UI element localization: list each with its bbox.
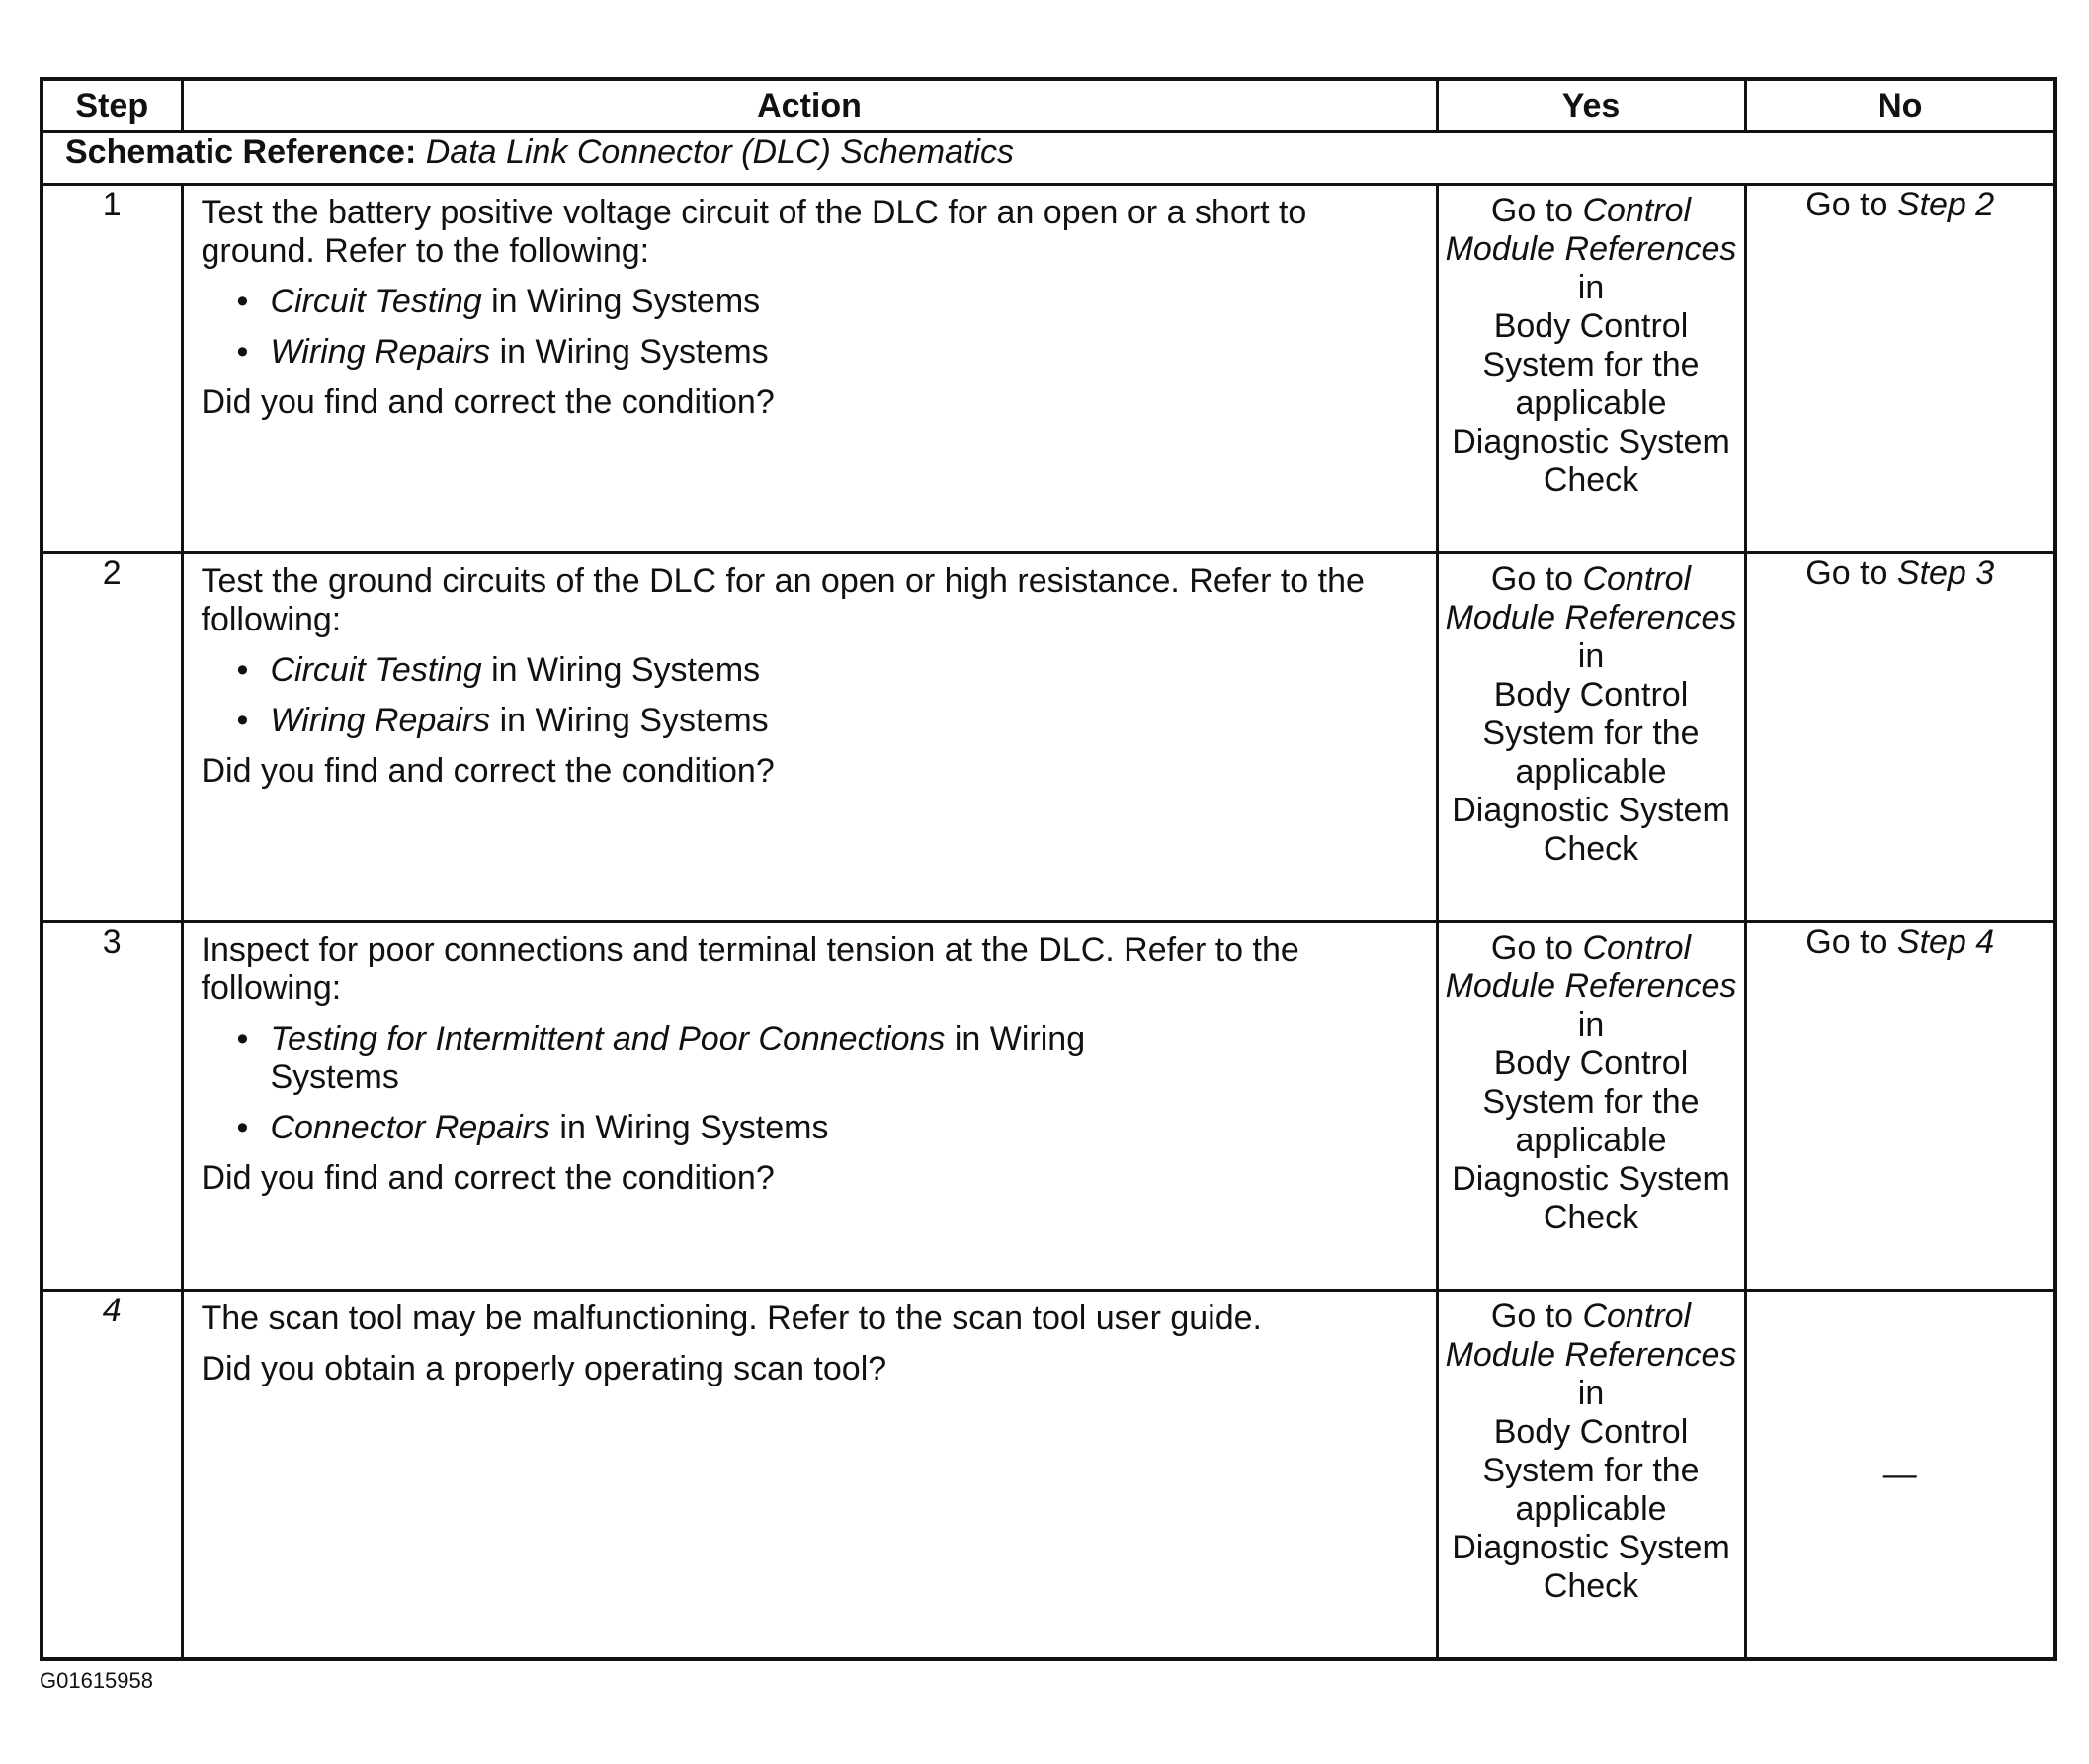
reference-link: Wiring Repairs — [270, 333, 491, 371]
list-item — [202, 1020, 1160, 1097]
table-row-step-3 — [42, 922, 2055, 1291]
action-cell — [182, 1291, 1437, 1660]
action-cell — [182, 553, 1437, 922]
action-intro: Test the battery positive voltage circuit of the DLC for an open or a short to ground. Refer to the following: — [201, 194, 1307, 270]
list-item — [202, 702, 1420, 740]
yes-in: in — [1577, 269, 1605, 306]
bullet-icon: • — [236, 651, 249, 689]
bullet-icon: • — [236, 333, 249, 371]
action-intro: Test the ground circuits of the DLC for an open or high resistance. Refer to the following: — [201, 562, 1365, 638]
reference-link: Circuit Testing — [270, 283, 482, 320]
bullet-icon: • — [236, 702, 249, 739]
schematic-reference-link: Data Link Connector (DLC) Schematics — [425, 133, 1014, 171]
yes-prefix: Go to — [1490, 929, 1583, 966]
list-item — [202, 283, 1420, 321]
yes-prefix: Go to — [1490, 1298, 1583, 1335]
action-question: Did you obtain a properly operating scan tool? — [201, 1350, 887, 1387]
action-cell — [182, 922, 1437, 1291]
no-cell — [1745, 922, 2055, 1291]
reference-link: Testing for Intermittent and Poor Connections — [270, 1020, 946, 1057]
yes-suffix: Body Control System for the applicable Diagnostic System Check — [1452, 1413, 1730, 1605]
action-intro: The scan tool may be malfunctioning. Refer to the scan tool user guide. — [201, 1300, 1262, 1337]
step-number: 3 — [42, 922, 182, 1291]
no-step-reference: Step 3 — [1896, 554, 1995, 592]
figure-id: G01615958 — [40, 1668, 153, 1693]
no-prefix: Go to — [1805, 554, 1897, 592]
no-cell — [1745, 1291, 2055, 1660]
yes-cell — [1437, 185, 1745, 553]
list-item — [202, 333, 1420, 372]
no-step-reference: Step 2 — [1896, 186, 1995, 223]
yes-prefix: Go to — [1490, 560, 1583, 598]
reference-list — [202, 1020, 1420, 1147]
reference-link: Connector Repairs — [270, 1109, 550, 1146]
no-cell — [1745, 185, 2055, 553]
header-no: No — [1745, 79, 2055, 132]
yes-cell — [1437, 1291, 1745, 1660]
header-step: Step — [42, 79, 182, 132]
list-item — [202, 1109, 1420, 1147]
diagnostic-table-container — [40, 77, 2053, 1661]
no-dash: — — [1882, 1455, 1917, 1493]
reference-link: Circuit Testing — [270, 651, 482, 689]
reference-list — [202, 283, 1420, 372]
yes-reference: Control Module References — [1445, 192, 1737, 268]
reference-location: in Wiring Systems — [481, 651, 761, 689]
yes-cell — [1437, 922, 1745, 1291]
yes-reference: Control Module References — [1445, 560, 1737, 636]
table-row-step-1 — [42, 185, 2055, 553]
bullet-icon: • — [236, 1020, 249, 1057]
schematic-reference-row — [42, 132, 2055, 185]
yes-prefix: Go to — [1490, 192, 1583, 229]
yes-reference: Control Module References — [1445, 929, 1737, 1005]
schematic-reference-label: Schematic Reference: — [65, 133, 417, 171]
list-item — [202, 651, 1420, 690]
reference-list — [202, 651, 1420, 740]
yes-in: in — [1577, 637, 1605, 675]
yes-in: in — [1577, 1375, 1605, 1412]
reference-location: in Wiring Systems — [270, 1020, 1086, 1096]
table-row-step-4 — [42, 1291, 2055, 1660]
action-intro: Inspect for poor connections and terminal tension at the DLC. Refer to the following: — [201, 931, 1299, 1007]
header-row — [42, 79, 2055, 132]
reference-location: in Wiring Systems — [490, 333, 769, 371]
no-step-reference: Step 4 — [1896, 923, 1995, 961]
action-question: Did you find and correct the condition? — [201, 1159, 775, 1197]
action-cell — [182, 185, 1437, 553]
action-question: Did you find and correct the condition? — [201, 383, 775, 421]
step-number: 4 — [42, 1291, 182, 1660]
reference-location: in Wiring Systems — [490, 702, 769, 739]
no-prefix: Go to — [1805, 923, 1897, 961]
step-number: 1 — [42, 185, 182, 553]
yes-suffix: Body Control System for the applicable Diagnostic System Check — [1452, 676, 1730, 868]
yes-suffix: Body Control System for the applicable Diagnostic System Check — [1452, 1045, 1730, 1236]
table-row-step-2 — [42, 553, 2055, 922]
step-number: 2 — [42, 553, 182, 922]
reference-location: in Wiring Systems — [481, 283, 761, 320]
no-cell — [1745, 553, 2055, 922]
bullet-icon: • — [236, 283, 249, 320]
schematic-reference — [42, 132, 2055, 185]
header-action: Action — [182, 79, 1437, 132]
action-question: Did you find and correct the condition? — [201, 752, 775, 790]
yes-cell — [1437, 553, 1745, 922]
header-yes: Yes — [1437, 79, 1745, 132]
diagnostic-table — [40, 77, 2057, 1661]
yes-suffix: Body Control System for the applicable Diagnostic System Check — [1452, 307, 1730, 499]
yes-in: in — [1577, 1006, 1605, 1044]
yes-reference: Control Module References — [1445, 1298, 1737, 1374]
reference-link: Wiring Repairs — [270, 702, 491, 739]
no-prefix: Go to — [1805, 186, 1897, 223]
bullet-icon: • — [236, 1109, 249, 1146]
reference-location: in Wiring Systems — [549, 1109, 829, 1146]
